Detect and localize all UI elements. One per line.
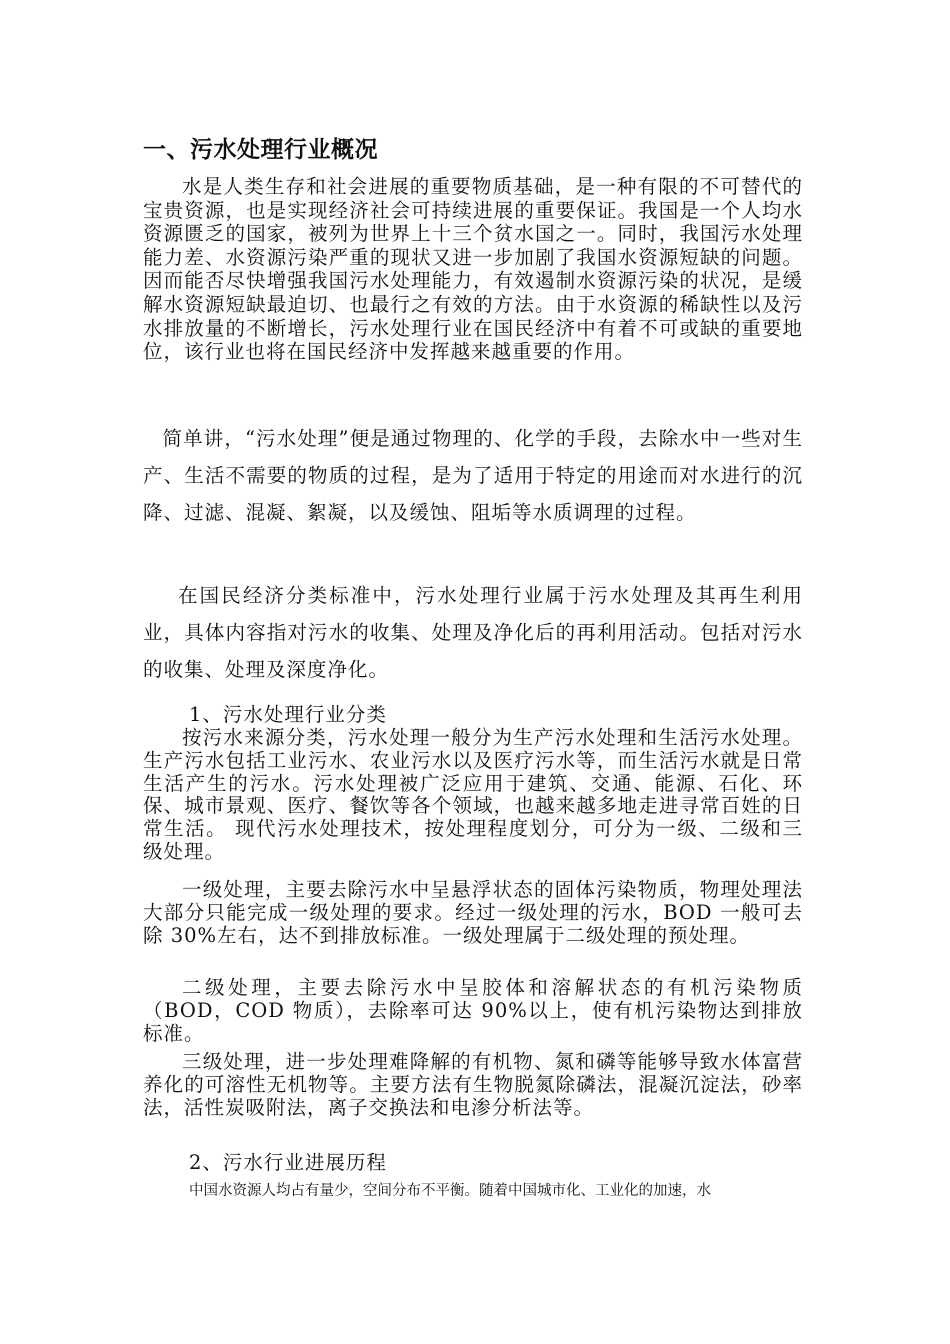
paragraph-tertiary-treatment: 三级处理，进一步处理难降解的有机物、氮和磷等能够导致水体富营养化的可溶性无机物等。主要方法有生物脱氮除磷法，混凝沉淀法，砂率法，活性炭吸附法，离子交换法和电渗分析法等。 [143, 1050, 803, 1119]
paragraph-water-resources: 水是人类生存和社会进展的重要物质基础，是一种有限的不可替代的宝贵资源，也是实现经济社会可持续进展的重要保证。我国是一个人均水资源匮乏的国家，被列为世界上十三个贫水国之一。同时，我国污水处理能力差、水资源污染严重的现状又进一步加剧了我国水资源短缺的问题。因而能否尽快增强我国污水处理能力，有效遏制水资源污染的状况，是缓解水资源短缺最迫切、也最行之有效的方法。由于水资源的稀缺性以及污水排放量的不断增长，污水处理行业在国民经济中有着不可或缺的重要地位，该行业也将在国民经济中发挥越来越重要的作用。 [143, 175, 803, 364]
section-heading: 一、污水处理行业概况 [143, 137, 378, 163]
subheading-industry-classification: 1、污水处理行业分类 [189, 703, 387, 726]
paragraph-source-classification: 按污水来源分类，污水处理一般分为生产污水处理和生活污水处理。生产污水包括工业污水、农业污水以及医疗污水等，而生活污水就是日常生活产生的污水。污水处理被广泛应用于建筑、交通、能源、石化、环保、城市景观、医疗、餐饮等各个领域，也越来越多地走进寻常百姓的日常生活。 现代污水处理技术，按处理程度划分，可分为一级、二级和三级处理。 [143, 726, 803, 863]
subheading-development-history: 2、污水行业进展历程 [189, 1151, 387, 1174]
paragraph-classification-standard: 在国民经济分类标准中，污水处理行业属于污水处理及其再生利用业，具体内容指对污水的收集、处理及净化后的再利用活动。包括对污水的收集、处理及深度净化。 [143, 584, 803, 681]
paragraph-history-intro: 中国水资源人均占有量少，空间分布不平衡。随着中国城市化、工业化的加速，水 [189, 1183, 711, 1199]
paragraph-primary-treatment: 一级处理，主要去除污水中呈悬浮状态的固体污染物质，物理处理法大部分只能完成一级处理的要求。经过一级处理的污水，BOD 一般可去除 30%左右，达不到排放标准。一级处理属于二级处理的预处理。 [143, 878, 803, 947]
paragraph-secondary-treatment: 二级处理，主要去除污水中呈胶体和溶解状态的有机污染物质（BOD，COD 物质），去除率可达 90%以上，使有机污染物达到排放标准。 [143, 976, 803, 1045]
paragraph-definition: 简单讲，“污水处理”便是通过物理的、化学的手段，去除水中一些对生产、生活不需要的物质的过程，是为了适用于特定的用途而对水进行的沉降、过滤、混凝、絮凝，以及缓蚀、阻垢等水质调理的过程。 [143, 427, 803, 524]
